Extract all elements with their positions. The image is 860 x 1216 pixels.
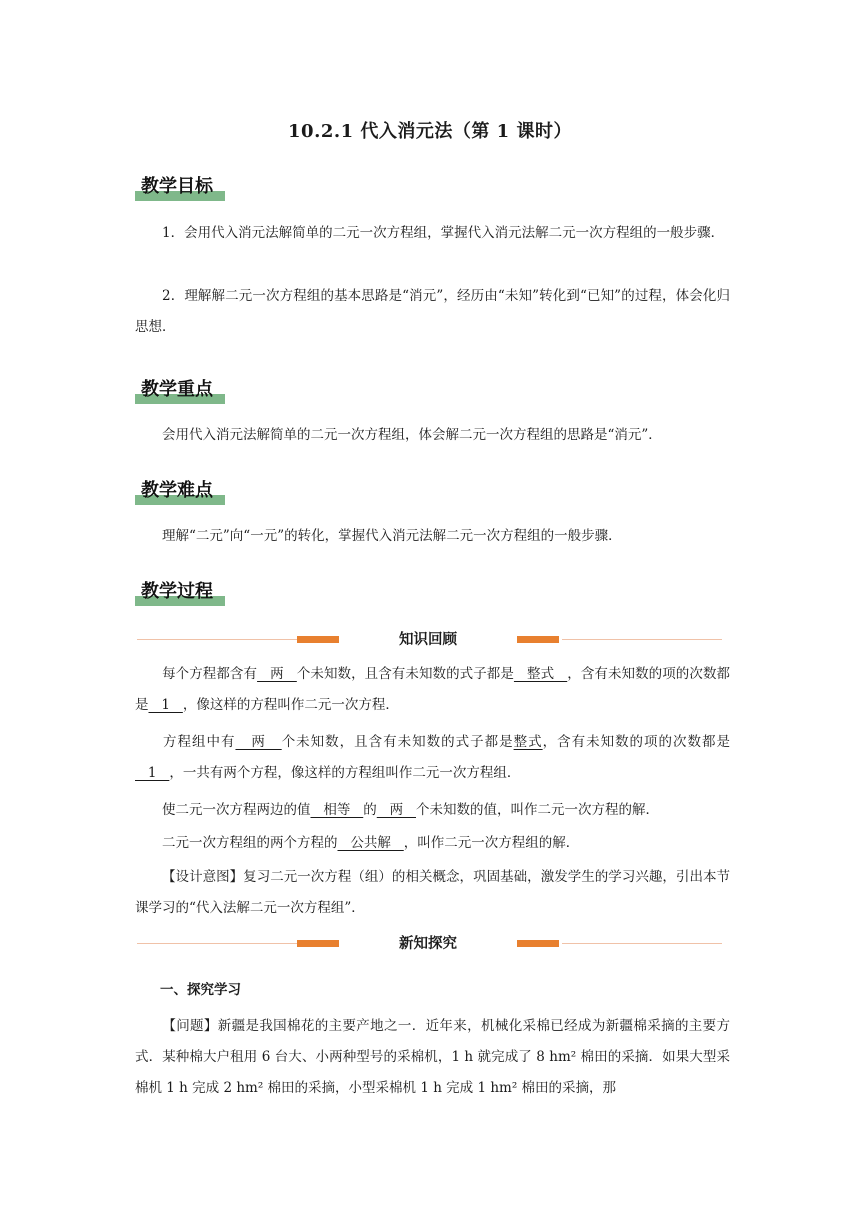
section-heading-process [135,580,213,606]
divider-accent-block [517,636,559,643]
problem-paragraph: 【问题】新疆是我国棉花的主要产地之一．近年来，机械化采棉已经成为新疆棉采摘的主要方式．某种棉大户租用 6 台大、小两种型号的采棉机，1 h 就完成了 8 hm² 棉田的采摘．如果大型采棉机 1 h 完成 2 hm² 棉田的采摘，小型采棉机 1 h 完成 1 hm² 棉田的采摘，那 [135,1018,730,1096]
fill-blank-answer: 相等 [310,802,364,818]
subsection-heading: 一、探究学习 [160,982,241,998]
section-heading-objectives [135,175,213,201]
fill-blank-answer: 两 [257,666,297,682]
divider-accent-block [517,940,559,947]
divider-knowledge-review [137,630,722,650]
key-points-paragraph: 会用代入消元法解简单的二元一次方程组，体会解二元一次方程组的思路是“消元”． [162,427,662,443]
section-heading-label: 教学目标 [141,176,213,197]
divider-accent-block [297,636,339,643]
section-heading-label: 教学重点 [141,379,213,400]
section-heading-difficulties [135,479,213,505]
section-heading-label: 教学过程 [141,581,213,602]
divider-label: 知识回顾 [399,632,457,648]
fill-blank-answer: 公共解 [337,835,404,851]
review-paragraph-3: 使二元一次方程两边的值 相等 的 两 个未知数的值，叫作二元一次方程的解． [162,802,659,818]
divider-label: 新知探究 [399,936,457,952]
review-paragraph-2: 方程组中有 两 个未知数，且含有未知数的式子都是整式，含有未知数的项的次数都是 1 ，一共有两个方程，像这样的方程组叫作二元一次方程组． [135,734,731,781]
divider-line [137,943,297,944]
fill-blank-answer: 1 [135,765,170,781]
fill-blank-answer: 整式 [513,666,568,682]
divider-new-knowledge [137,934,722,954]
objective-paragraph-1: 1．会用代入消元法解简单的二元一次方程组，掌握代入消元法解二元一次方程组的一般步骤． [162,225,725,241]
objective-paragraph-2: 2．理解解二元一次方程组的基本思路是“消元”，经历由“未知”转化到“已知”的过程，体会化归思想． [135,288,730,335]
divider-line [562,639,722,640]
fill-blank-answer: 两 [376,802,416,818]
fill-blank-answer: 两 [235,734,282,750]
page-title: 10.2.1 代入消元法（第 1 课时） [288,121,572,142]
review-paragraph-4: 二元一次方程组的两个方程的 公共解 ，叫作二元一次方程组的解． [162,835,580,851]
divider-line [562,943,722,944]
fill-blank-answer: 1 [148,697,183,713]
divider-line [137,639,297,640]
divider-accent-block [297,940,339,947]
section-heading-label: 教学难点 [141,480,213,501]
section-heading-key-points [135,378,213,404]
review-paragraph-1: 每个方程都含有 两 个未知数，且含有未知数的式子都是 整式 ，含有未知数的项的次数都是 1 ，像这样的方程叫作二元一次方程． [135,666,731,713]
design-intent-paragraph: 【设计意图】复习二元一次方程（组）的相关概念，巩固基础，激发学生的学习兴趣，引出本节课学习的“代入法解二元一次方程组”． [135,869,730,916]
fill-blank-answer: 整式 [513,734,543,750]
difficulties-paragraph: 理解“二元”向“一元”的转化，掌握代入消元法解二元一次方程组的一般步骤． [162,528,622,544]
